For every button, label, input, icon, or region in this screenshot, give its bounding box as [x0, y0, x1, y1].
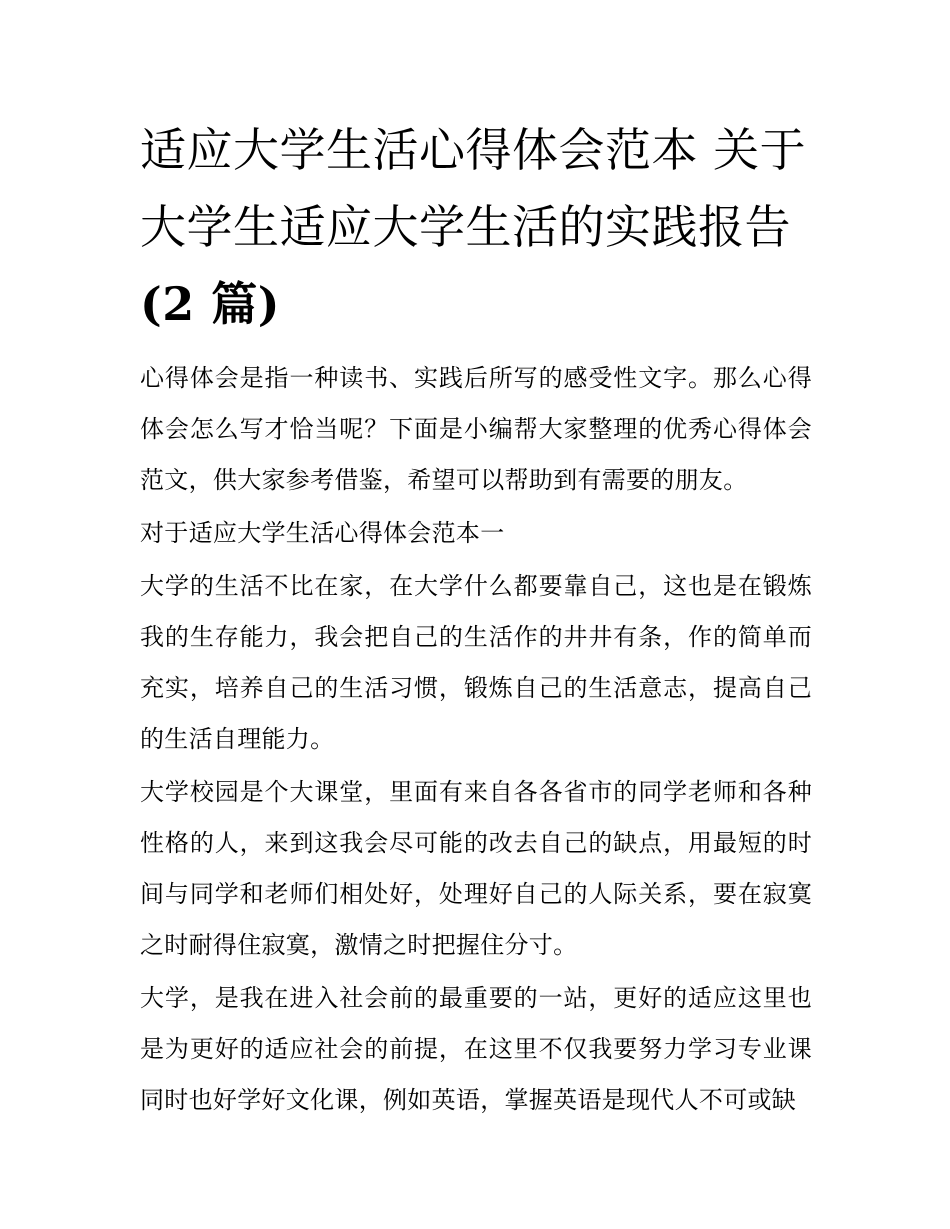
document-title-main: 适应大学生活心得体会范本 关于大学生适应大学生活的实践报告: [140, 123, 807, 254]
section-heading: 对于适应大学生活心得体会范本一: [140, 519, 505, 547]
document-title: [140, 112, 812, 343]
document-page: [140, 112, 812, 1126]
body-paragraph: 大学的生活不比在家，在大学什么都要靠自己，这也是在锻炼我的生存能力，我会把自己的生活作的井井有条，作的简单而充实，培养自己的生活习惯，锻炼自己的生活意志，提高自己的生活自理能力。: [140, 572, 812, 753]
body-paragraph: 大学，是我在进入社会前的最重要的一站，更好的适应这里也是为更好的适应社会的前提，在这里不仅我要努力学习专业课同时也好学好文化课，例如英语，掌握英语是现代人不可或缺: [140, 984, 812, 1114]
intro-paragraph: 心得体会是指一种读书、实践后所写的感受性文字。那么心得体会怎么写才恰当呢？下面是小编帮大家整理的优秀心得体会范文，供大家参考借鉴，希望可以帮助到有需要的朋友。: [140, 364, 812, 494]
document-title-suffix: (2 篇): [140, 277, 281, 331]
body-paragraph: 大学校园是个大课堂，里面有来自各各省市的同学老师和各种性格的人，来到这我会尽可能的改去自己的缺点，用最短的时间与同学和老师们相处好，处理好自己的人际关系，要在寂寞之时耐得住寂寞，激情之时把握住分寸。: [140, 778, 812, 959]
